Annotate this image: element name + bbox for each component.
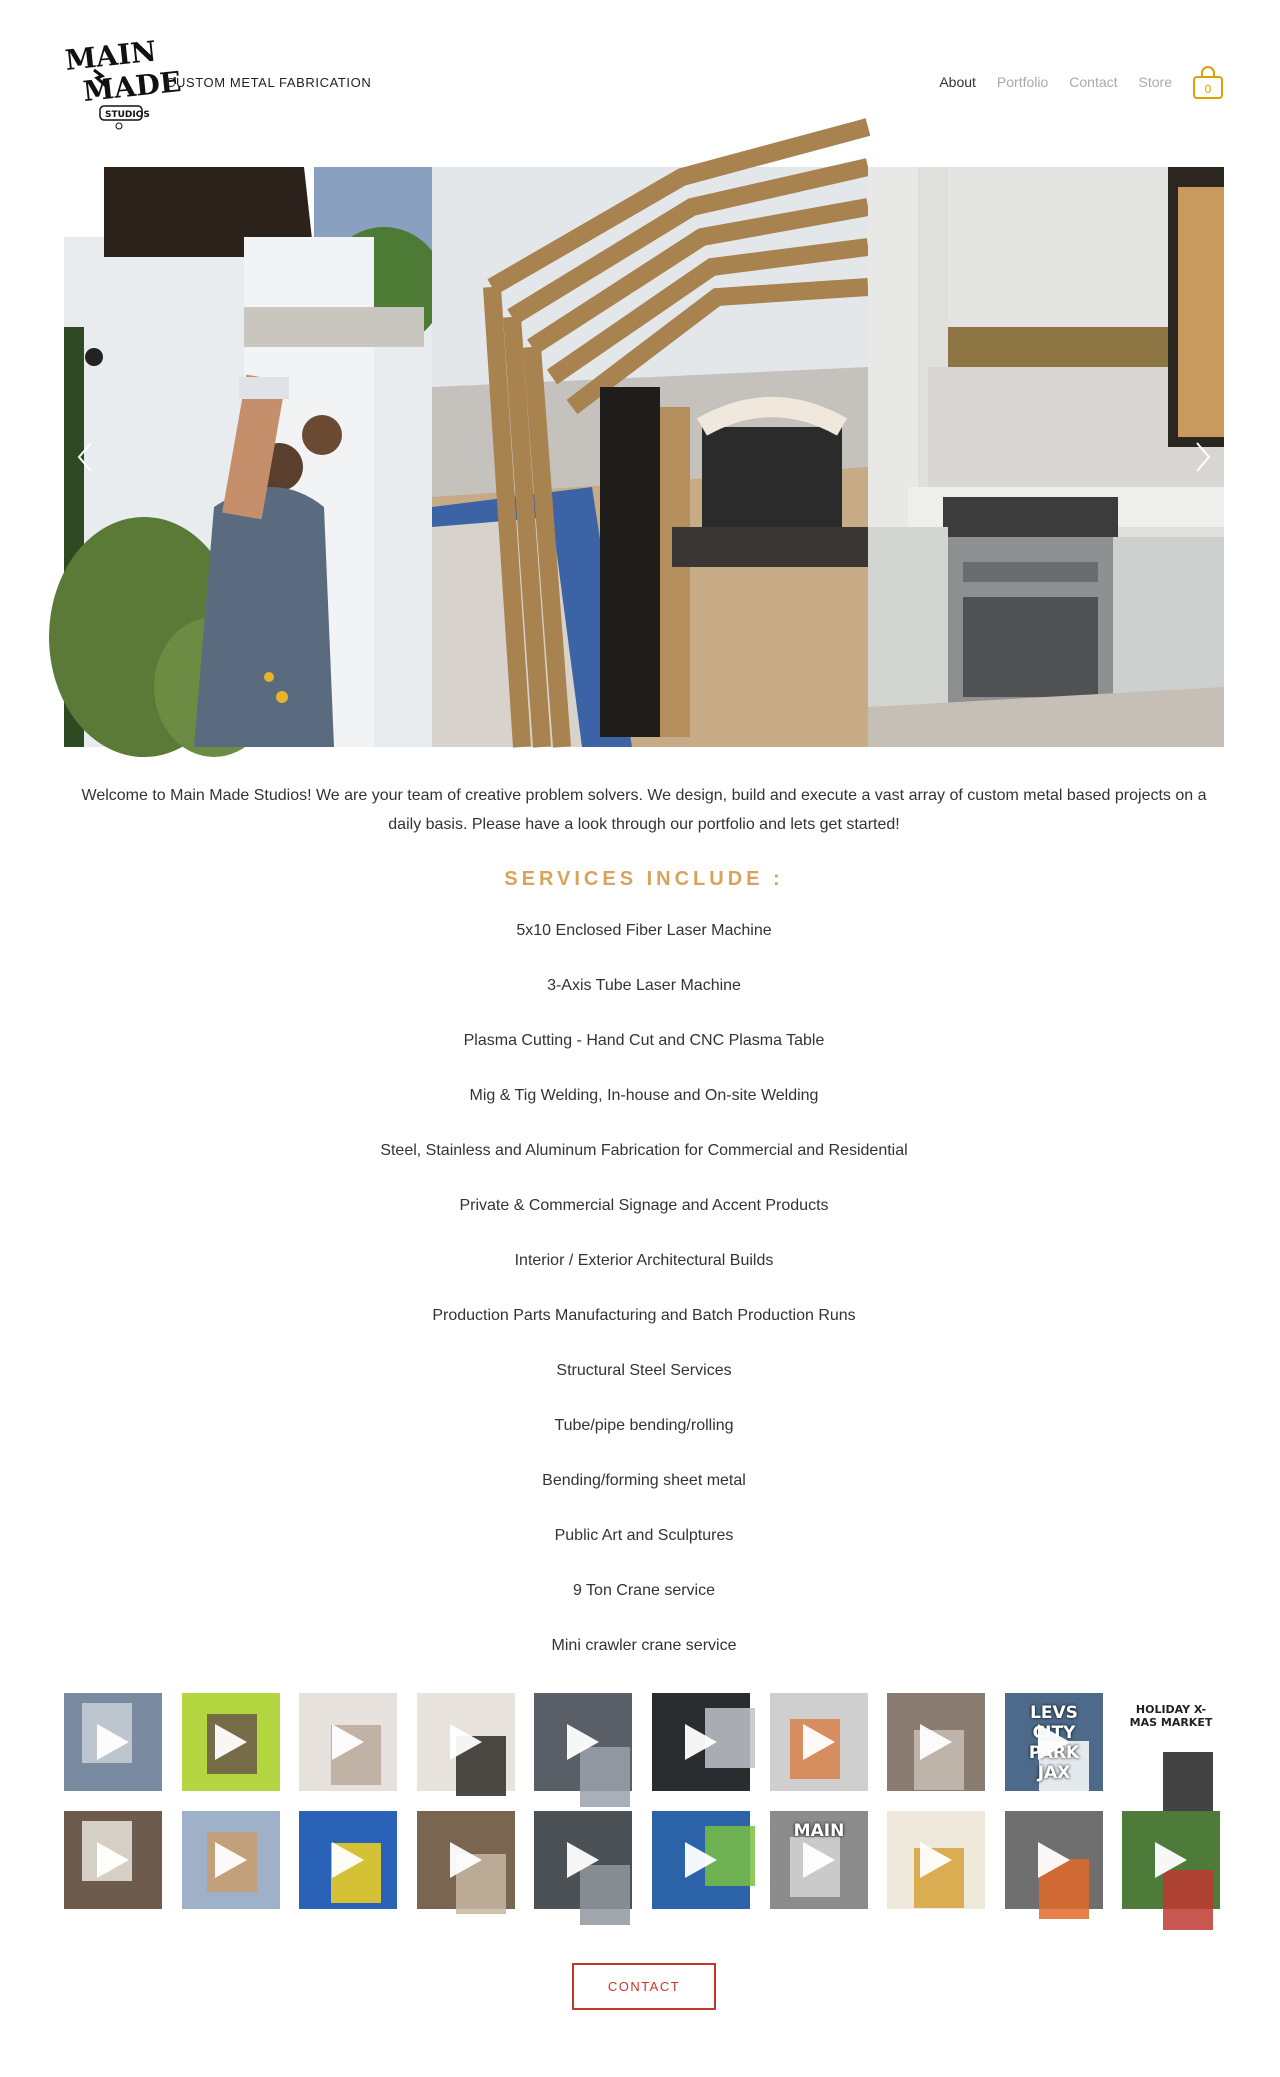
play-icon	[803, 1842, 835, 1878]
play-icon	[215, 1842, 247, 1878]
nav-portfolio[interactable]: Portfolio	[996, 74, 1049, 90]
service-item: Mig & Tig Welding, In-house and On-site Welding	[469, 1087, 819, 1104]
instagram-post-thumbnail[interactable]	[64, 1811, 162, 1909]
play-icon	[1038, 1842, 1070, 1878]
service-item: 9 Ton Crane service	[573, 1582, 715, 1599]
service-item: Plasma Cutting - Hand Cut and CNC Plasma Table	[463, 1032, 825, 1049]
play-icon	[1155, 1842, 1187, 1878]
service-item: Steel, Stainless and Aluminum Fabrication for Commercial and Residential	[380, 1142, 908, 1159]
thumbnail-image	[1163, 1870, 1213, 1930]
instagram-post-thumbnail[interactable]	[887, 1693, 985, 1791]
instagram-post-thumbnail[interactable]	[64, 1693, 162, 1791]
image-gallery-slideshow[interactable]	[64, 167, 1224, 747]
instagram-post-thumbnail[interactable]	[1122, 1693, 1220, 1791]
service-item: Bending/forming sheet metal	[542, 1472, 746, 1489]
play-icon	[567, 1724, 599, 1760]
instagram-post-thumbnail[interactable]	[1122, 1811, 1220, 1909]
instagram-post-thumbnail[interactable]	[770, 1811, 868, 1909]
instagram-post-thumbnail[interactable]	[299, 1693, 397, 1791]
thumbnail-caption: MAIN	[793, 1821, 845, 1841]
service-item: Public Art and Sculptures	[554, 1527, 734, 1544]
contact-button[interactable]: CONTACT	[572, 1963, 716, 2010]
instagram-post-thumbnail[interactable]	[1005, 1811, 1103, 1909]
play-icon	[450, 1724, 482, 1760]
instagram-post-thumbnail[interactable]	[417, 1693, 515, 1791]
nav-store[interactable]: Store	[1138, 74, 1172, 90]
service-item: Structural Steel Services	[556, 1362, 732, 1379]
site-tagline: CUSTOM METAL FABRICATION	[166, 75, 372, 90]
play-icon	[215, 1724, 247, 1760]
service-item: Production Parts Manufacturing and Batch Production Runs	[432, 1307, 856, 1324]
play-icon	[685, 1724, 717, 1760]
gallery-slide-kitchen	[868, 167, 1224, 747]
site-header	[64, 36, 1224, 132]
play-icon	[97, 1842, 129, 1878]
play-icon	[1038, 1724, 1070, 1760]
services-heading: SERVICES INCLUDE :	[504, 868, 784, 890]
play-icon	[450, 1842, 482, 1878]
service-item: 3-Axis Tube Laser Machine	[547, 977, 741, 994]
instagram-post-thumbnail[interactable]	[1005, 1693, 1103, 1791]
play-icon	[567, 1842, 599, 1878]
main-made-studios-logo[interactable]	[63, 34, 183, 130]
nav-about[interactable]: About	[939, 74, 976, 90]
play-icon	[920, 1724, 952, 1760]
play-icon	[97, 1724, 129, 1760]
services-list	[64, 917, 1224, 1687]
play-icon	[332, 1842, 364, 1878]
gallery-prev-button[interactable]	[75, 440, 95, 474]
service-item: Interior / Exterior Architectural Builds	[514, 1252, 774, 1269]
instagram-post-thumbnail[interactable]	[652, 1811, 750, 1909]
svg-text:STUDIOS: STUDIOS	[105, 110, 150, 120]
instagram-post-thumbnail[interactable]	[182, 1693, 280, 1791]
service-item: Tube/pipe bending/rolling	[554, 1417, 734, 1434]
service-item: Private & Commercial Signage and Accent Products	[459, 1197, 829, 1214]
play-icon	[803, 1724, 835, 1760]
gallery-slide-architectural	[432, 167, 868, 747]
instagram-post-thumbnail[interactable]	[887, 1811, 985, 1909]
chevron-right-icon	[1193, 440, 1213, 474]
instagram-feed-grid	[64, 1693, 1224, 1909]
welcome-text: Welcome to Main Made Studios! We are your team of creative problem solvers. We design, build and execute a vast array of custom metal based projects on a daily basis. Please have a look through our portfolio and lets get started!	[81, 787, 1207, 833]
main-nav	[918, 64, 1224, 100]
thumbnail-caption: HOLIDAY X-MAS MARKET	[1129, 1703, 1213, 1729]
cart-count: 0	[1204, 82, 1212, 96]
gallery-next-button[interactable]	[1193, 440, 1213, 474]
thumbnail-caption: LEVS CITY PARK JAX	[1028, 1703, 1080, 1783]
nav-contact[interactable]: Contact	[1069, 74, 1118, 90]
instagram-post-thumbnail[interactable]	[652, 1693, 750, 1791]
instagram-post-thumbnail[interactable]	[182, 1811, 280, 1909]
service-item: 5x10 Enclosed Fiber Laser Machine	[516, 922, 772, 939]
chevron-left-icon	[75, 440, 95, 474]
play-icon	[332, 1724, 364, 1760]
gallery-slide-worker	[64, 167, 432, 747]
cart-button[interactable]	[1192, 64, 1224, 100]
service-item: Mini crawler crane service	[551, 1637, 737, 1654]
instagram-post-thumbnail[interactable]	[534, 1811, 632, 1909]
instagram-post-thumbnail[interactable]	[770, 1693, 868, 1791]
instagram-post-thumbnail[interactable]	[417, 1811, 515, 1909]
play-icon	[685, 1842, 717, 1878]
svg-text:MADE: MADE	[81, 64, 183, 109]
thumbnail-image	[1163, 1752, 1213, 1812]
svg-text:MAIN: MAIN	[63, 34, 158, 77]
play-icon	[920, 1842, 952, 1878]
instagram-post-thumbnail[interactable]	[534, 1693, 632, 1791]
instagram-post-thumbnail[interactable]	[299, 1811, 397, 1909]
